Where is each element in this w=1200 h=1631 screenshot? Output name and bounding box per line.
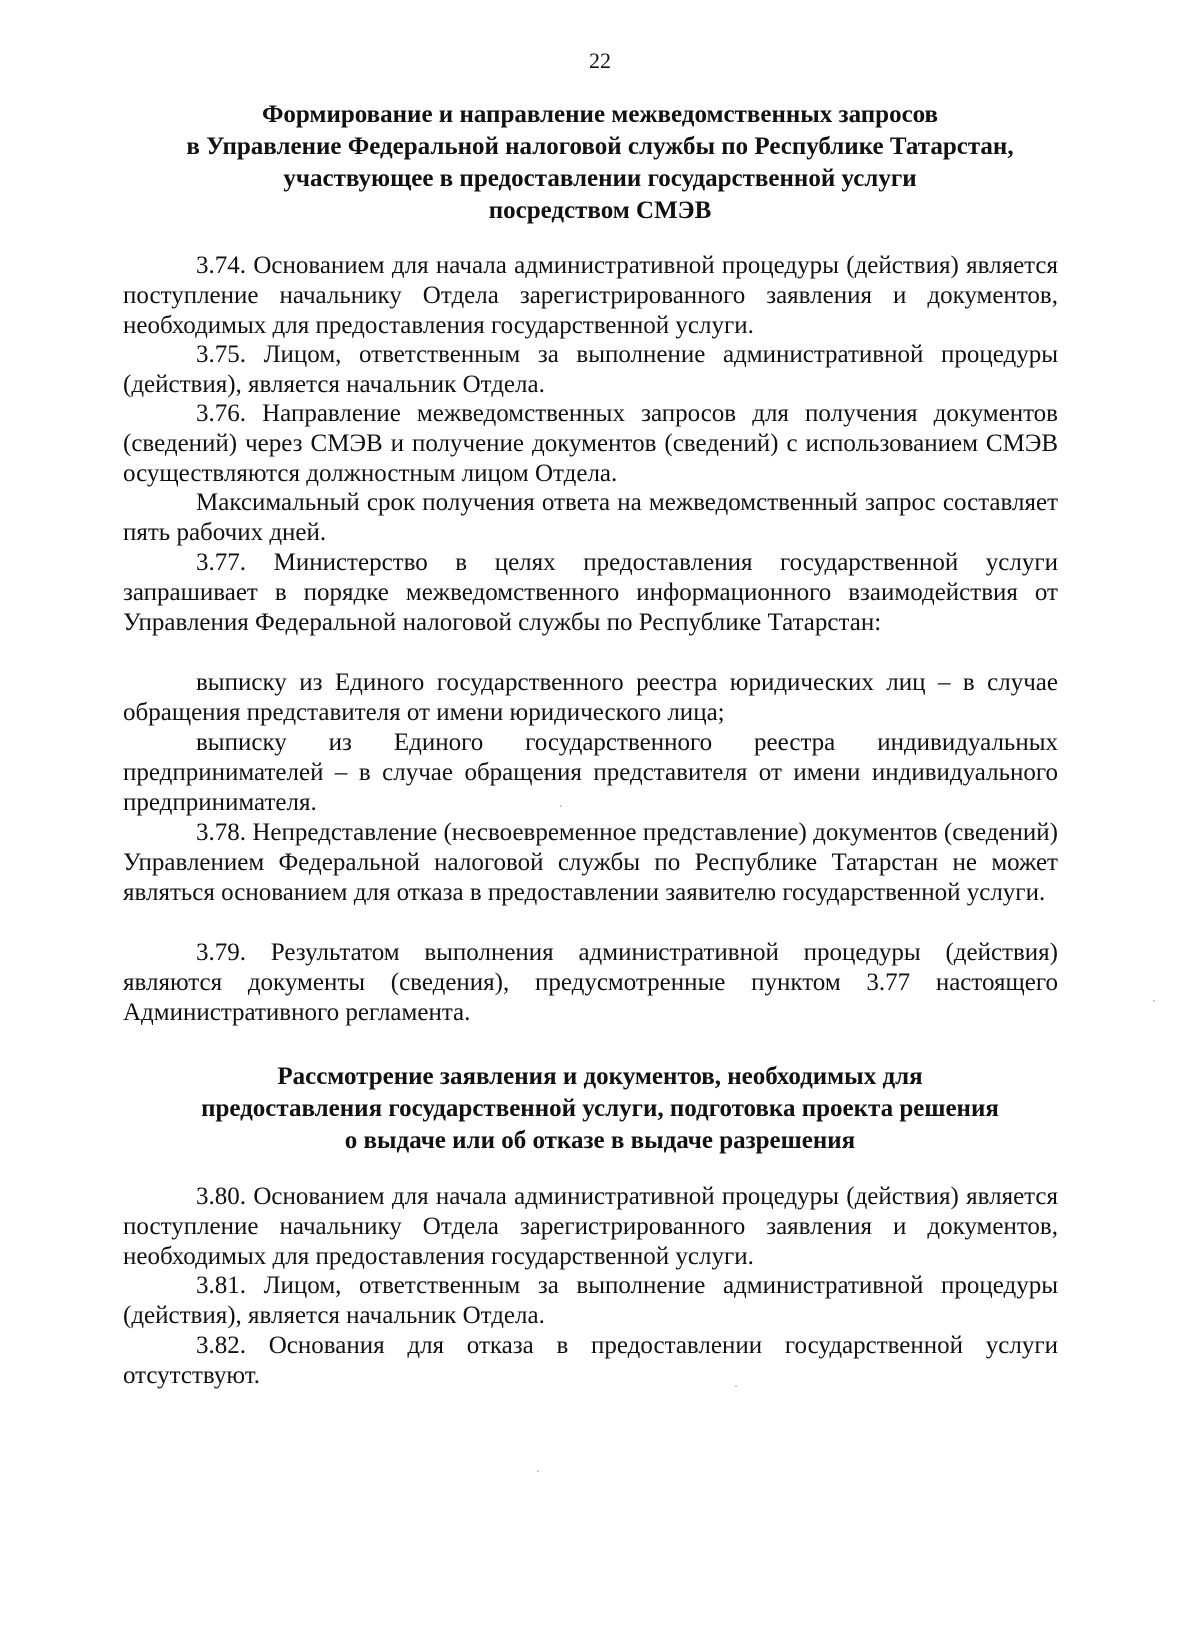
- section-heading-application-review: [110, 1061, 1090, 1157]
- paragraph-3-82: 3.82. Основания для отказа в предоставлении государственной услуги отсутствуют.: [123, 1332, 1058, 1389]
- scan-speck: [735, 1385, 737, 1387]
- heading-line: предоставления государственной услуги, подготовка проекта решения: [201, 1095, 999, 1122]
- paragraph-3-74: 3.74. Основанием для начала административной процедуры (действия) является поступление начальнику Отдела зарегистрированного заявления и документов, необходимых для предоставления государственной услуги.: [123, 252, 1058, 339]
- scan-speck: [560, 805, 562, 807]
- section-heading-smev-requests: [110, 99, 1090, 227]
- paragraph-3-77: 3.77. Министерство в целях предоставления государственной услуги запрашивает в порядке межведомственного информационного взаимодействия от Управления Федеральной налоговой службы по Республике Татарстан:: [123, 549, 1058, 636]
- paragraph-3-75: 3.75. Лицом, ответственным за выполнение административной процедуры (действия), является начальник Отдела.: [123, 341, 1058, 398]
- heading-line: Формирование и направление межведомственных запросов: [261, 101, 939, 128]
- paragraph-3-80: 3.80. Основанием для начала административной процедуры (действия) является поступление начальнику Отдела зарегистрированного заявления и документов, необходимых для предоставления государственной услуги.: [123, 1183, 1058, 1270]
- paragraph-3-79: 3.79. Результатом выполнения административной процедуры (действия) являются документы (сведения), предусмотренные пунктом 3.77 настоящего Административного регламента.: [123, 939, 1058, 1026]
- list-item-entrepreneurs-extract: выписку из Единого государственного реестра индивидуальных предпринимателей – в случае обращения представителя от имени индивидуального предпринимателя.: [123, 729, 1058, 816]
- heading-line: в Управление Федеральной налоговой службы по Республике Татарстан,: [186, 133, 1014, 160]
- paragraph-3-81: 3.81. Лицом, ответственным за выполнение административной процедуры (действия), является начальник Отдела.: [123, 1272, 1058, 1329]
- heading-line: участвующее в предоставлении государственной услуги: [283, 165, 917, 192]
- paragraph-3-78: 3.78. Непредставление (несвоевременное представление) документов (сведений) Управлением Федеральной налоговой службы по Республике Татарстан не может являться основанием для отказа в предоставлении заявителю государственной услуги.: [123, 819, 1058, 906]
- list-item-legal-entities-extract: выписку из Единого государственного реестра юридических лиц – в случае обращения представителя от имени юридического лица;: [123, 669, 1058, 726]
- heading-line: о выдаче или об отказе в выдаче разрешения: [344, 1127, 856, 1154]
- scan-speck: [537, 1470, 539, 1472]
- heading-line: посредством СМЭВ: [488, 197, 712, 224]
- page-number: 22: [589, 48, 611, 73]
- paragraph-3-76: 3.76. Направление межведомственных запросов для получения документов (сведений) через СМЭВ и получение документов (сведений) с использованием СМЭВ осуществляются должностным лицом Отдела.: [123, 400, 1058, 487]
- scan-speck: [1153, 1000, 1155, 1002]
- heading-line: Рассмотрение заявления и документов, необходимых для: [277, 1063, 923, 1090]
- paragraph-max-response-time: Максимальный срок получения ответа на межведомственный запрос составляет пять рабочих дней.: [123, 489, 1058, 546]
